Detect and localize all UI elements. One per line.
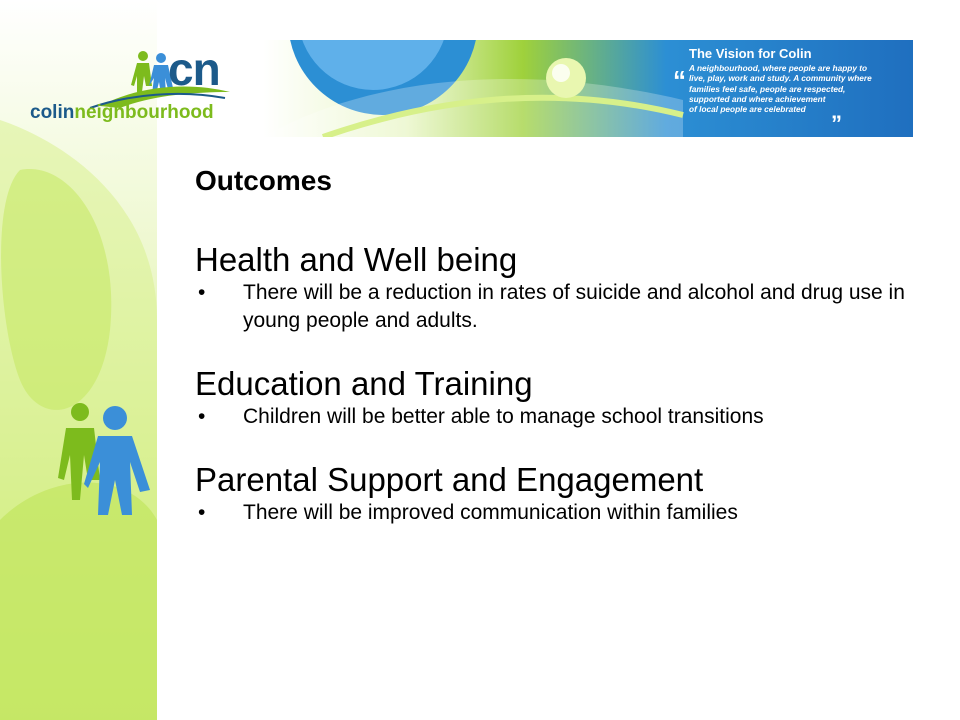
vision-quote <box>689 63 908 114</box>
bullet-icon: • <box>198 500 206 524</box>
logo-mark: cn <box>168 43 220 95</box>
bullet-item <box>195 499 935 527</box>
bullet-icon: • <box>198 404 206 428</box>
logo-word-colin: colin <box>30 102 75 123</box>
outcomes-title: Outcomes <box>195 165 332 196</box>
section-heading-education: Education and Training <box>195 364 533 402</box>
bullet-item <box>195 403 935 431</box>
vision-banner <box>263 40 913 137</box>
bullet-item <box>195 279 935 335</box>
section-heading-parental: Parental Support and Engagement <box>195 460 704 498</box>
vision-quote-line: live, play, work and study. A community where <box>689 73 872 84</box>
colin-neighbourhood-logo <box>30 40 230 130</box>
quote-open-icon: “ <box>673 65 686 95</box>
bullet-text: There will be improved communication within families <box>243 500 738 524</box>
vision-quote-line: supported and where achievement <box>689 93 826 104</box>
bullet-icon: • <box>198 280 206 304</box>
vision-quote-line: A neighbourhood, where people are happy to <box>689 63 868 74</box>
vision-title: The Vision for Colin <box>689 46 812 61</box>
vision-quote-line: families feel safe, people are respected, <box>689 83 846 94</box>
logo-word-neighbourhood: neighbourhood <box>74 102 214 123</box>
slide-content <box>195 160 935 527</box>
bullet-text: Children will be better able to manage school transitions <box>243 404 764 428</box>
section-heading-health: Health and Well being <box>195 241 518 278</box>
vision-quote-line: of local people are celebrated <box>689 103 806 114</box>
quote-close-icon: ” <box>831 111 842 136</box>
logo-wordmark <box>30 103 214 122</box>
bullet-text: There will be a reduction in rates of suicide and alcohol and drug use in young people and adults. <box>243 280 905 332</box>
vision-statement <box>673 46 908 136</box>
